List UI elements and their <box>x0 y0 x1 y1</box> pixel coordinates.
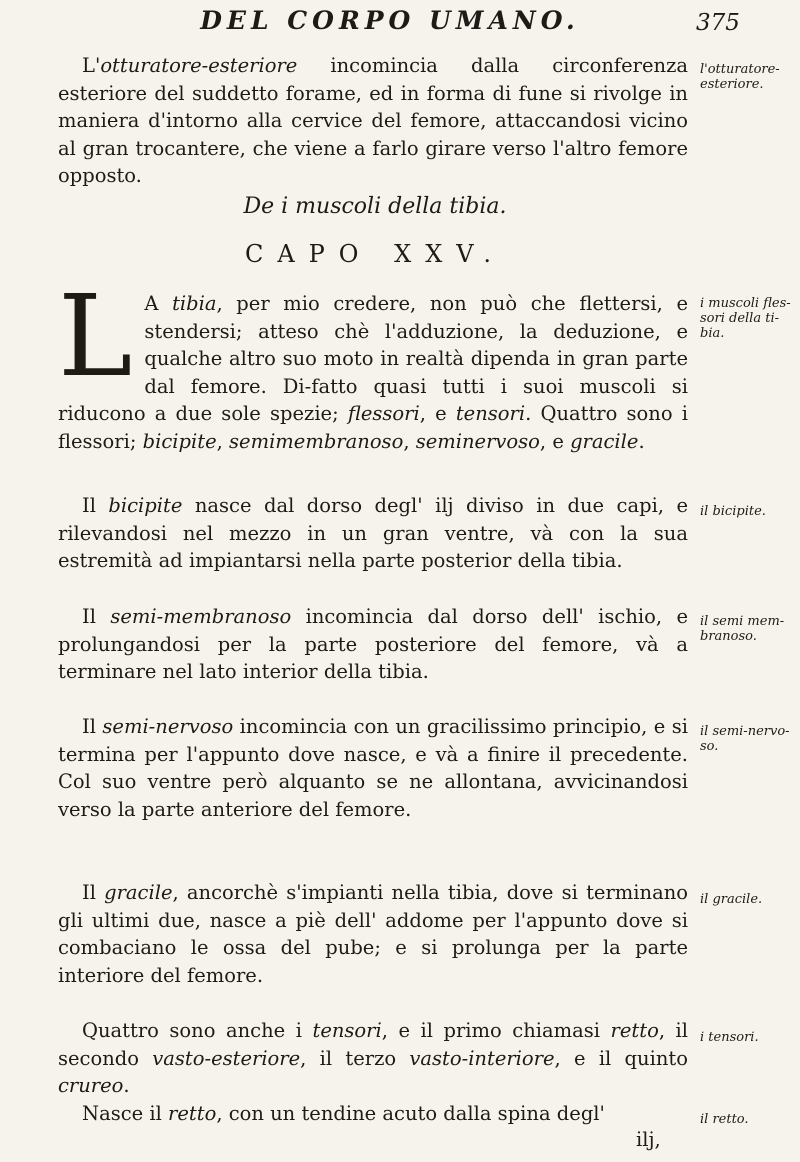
margin-note-retto: il retto. <box>700 1112 749 1127</box>
paragraph-seminervoso: Il semi-nervoso incomincia con un gracilissimo principio, e si termina per l'appunto dove nasce, e và a finire il precedente. Col suo ventre però alquanto se ne allontana, avvicinandosi verso la parte anteriore del femore. <box>58 715 689 821</box>
running-title: DEL CORPO UMANO. <box>200 6 580 35</box>
margin-note-gracile: il gracile. <box>700 892 763 907</box>
margin-note-semimembranoso: il semi mem- branoso. <box>700 614 785 644</box>
paragraph-bicipite: Il bicipite nasce dal dorso degl' ilj diviso in due capi, e rilevandosi nel mezzo in un gran ventre, và con la sua estremità ad impiantarsi nella parte posterior della tibia. <box>58 494 689 572</box>
paragraph-gracile: Il gracile, ancorchè s'impianti nella tibia, dove si terminano gli ultimi due, nasce a piè dell' addome per l'appunto dove si combaciano le ossa del pube; e si prolunga per la parte interiore del femore. <box>58 881 688 987</box>
drop-cap: L <box>58 272 133 402</box>
catchword: ilj, <box>636 1128 661 1151</box>
margin-note-bicipite: il bicipite. <box>700 504 766 519</box>
paragraph-tensori: Quattro sono anche i tensori, e il primo chiamasi retto, il secondo vasto-esteriore, il terzo vasto-interiore, e il quinto crureo. <box>58 1019 689 1097</box>
paragraph-retto: Nasce il retto, con un tendine acuto dalla spina degl' <box>82 1102 605 1125</box>
chapter-heading: CAPO XXV. <box>244 240 506 268</box>
section-title: De i muscoli della tibia. <box>243 194 507 219</box>
margin-note-flessori: i muscoli fles- sori della ti- bia. <box>700 296 791 341</box>
margin-note-seminervoso: il semi-nervo- so. <box>700 724 790 754</box>
term-otturatore: otturatore-esteriore <box>100 54 298 77</box>
intro-paragraph: L'otturatore-esteriore incomincia dalla circonferenza esteriore del suddetto forame, ed in forma di fune si rivolge in maniera d'intorno alla cervice del femore, attaccandosi vicino al gran trocantere, che viene a farlo girare verso l'altro femore opposto. <box>58 54 688 187</box>
opening-paragraph: L A tibia, per mio credere, non può che flettersi, e stendersi; atteso chè l'adduzione, la deduzione, e qualche altro suo moto in realtà dipenda in gran parte dal femore. Di-fatto quasi tutti i suoi muscoli si riducono a due sole spezie; flessori, e tensori. Quattro sono i flessori; bicipite, semimembranoso, seminervoso, e gracile. <box>58 272 689 453</box>
paragraph-semimembranoso: Il semi-membranoso incomincia dal dorso dell' ischio, e prolungandosi per la parte posteriore del femore, và a terminare nel lato interior della tibia. <box>58 605 688 683</box>
margin-note-tensori: i tensori. <box>700 1030 759 1045</box>
page-number: 375 <box>696 10 740 36</box>
margin-note-otturatore: l'otturatore- esteriore. <box>700 62 780 92</box>
